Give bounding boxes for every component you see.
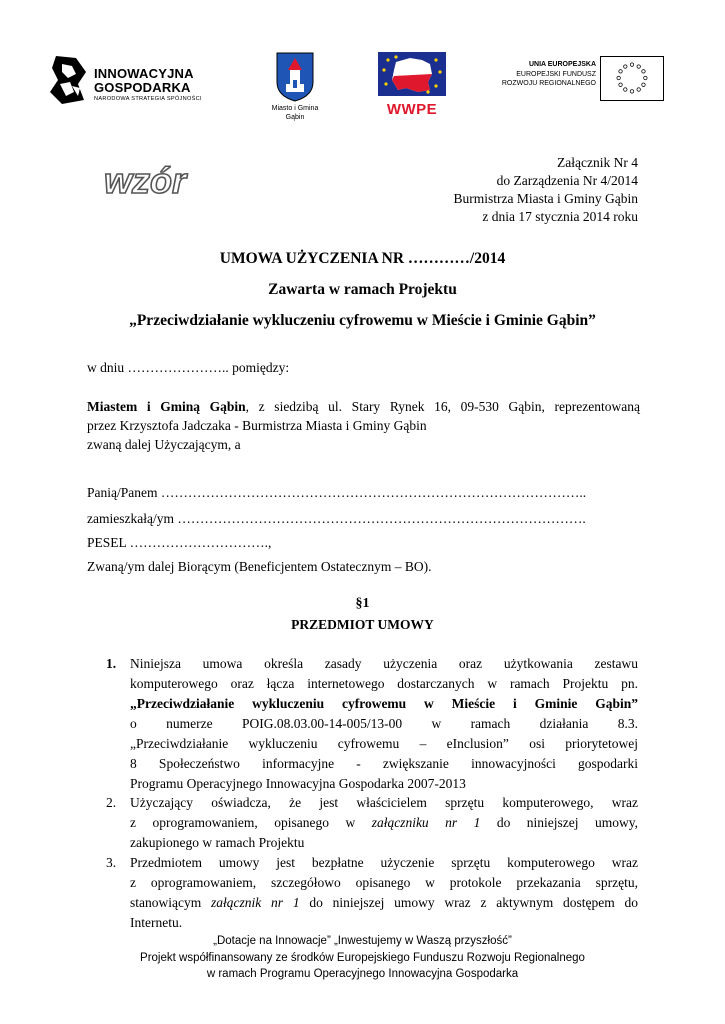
ue-line3: ROZWOJU REGIONALNEGO: [501, 80, 596, 87]
innowacyjna-tagline: NARODOWA STRATEGIA SPÓJNOŚCI: [94, 96, 202, 102]
item2-line3: zakupionego w ramach Projektu: [130, 835, 305, 850]
party-line3: zwaną dalej Użyczającym, a: [87, 437, 241, 452]
party-line2: przez Krzysztofa Jadczaka - Burmistrza Miasta i Gminy Gąbin: [87, 418, 427, 433]
wwpe-text: WWPE: [386, 101, 438, 118]
item3-line3-ref: załącznik nr 1: [211, 895, 300, 910]
item3-number: 3.: [106, 855, 117, 870]
wzor-stamp: [102, 160, 212, 200]
gabin-caption-line2: Gąbin: [285, 114, 305, 121]
item1-line6: 8 Społeczeństwo informacyjne - zwiększanie innowacyjności gospodarki: [130, 756, 638, 771]
attachment-line1: Załącznik Nr 4: [557, 155, 638, 170]
svg-text:wzór: wzór: [104, 160, 187, 200]
innowacyjna-line2: GOSPODARKA: [94, 80, 191, 95]
item1-number: 1.: [106, 656, 117, 671]
item1-line5: „Przeciwdziałanie wykluczeniu cyfrowemu – eInclusion” osi priorytetowej: [130, 736, 638, 751]
party-line1: [87, 397, 640, 416]
item3-line3: [130, 893, 638, 913]
agreement-title: UMOWA UŻYCZENIA NR …………/2014: [219, 250, 506, 267]
attachment-line3: Burmistrza Miasta i Gminy Gąbin: [453, 191, 638, 206]
innowacyjna-line1: INNOWACYJNA: [94, 66, 194, 81]
item1-line2: komputerowego oraz łącza internetowego dostarczanych w ramach Projektu pn.: [130, 676, 638, 691]
party-line1-text: [87, 397, 640, 416]
pesel-line: PESEL ………………………….,: [87, 535, 272, 550]
innowacyjna-gospodarka-mark-icon: [48, 54, 88, 106]
item3-line4: Internetu.: [130, 915, 183, 930]
section-heading: PRZEDMIOT UMOWY: [291, 617, 434, 632]
item2-number: 2.: [106, 795, 117, 810]
eu-flag-icon: [600, 56, 664, 101]
agreement-subtitle: Zawarta w ramach Projektu: [268, 281, 457, 298]
project-title: „Przeciwdziałanie wykluczeniu cyfrowemu w Mieście i Gminie Gąbin”: [129, 312, 596, 329]
item2-text: [130, 793, 638, 853]
eu-poland-map-icon: [378, 52, 446, 96]
section-number: §1: [355, 596, 370, 611]
zamieszkala-line: zamieszkałą/ym ……………………………………………………………………………….: [87, 511, 586, 526]
gabin-caption-line1: Miasto i Gmina: [271, 105, 319, 112]
item3-text: [130, 853, 638, 933]
party-name: Miastem i Gminą Gąbin: [87, 399, 246, 414]
eu-fund-logo: [498, 56, 664, 104]
pania-line: Panią/Panem …………………………………………………………………………………..: [87, 485, 587, 500]
item2-line2-a: z oprogramowaniem, opisanego w: [130, 815, 372, 830]
wwpe-logo: [374, 52, 450, 124]
ue-line2: EUROPEJSKI FUNDUSZ: [516, 71, 596, 78]
item1-line3: „Przeciwdziałanie wykluczeniu cyfrowemu w Mieście i Gminie Gąbin”: [130, 696, 638, 711]
item3-line1: Przedmiotem umowy jest bezpłatne użyczenie sprzętu komputerowego wraz: [130, 855, 638, 870]
innowacyjna-gospodarka-logo: [48, 52, 218, 108]
item2-line2-ref: załączniku nr 1: [371, 815, 481, 830]
item1-line7: Programu Operacyjnego Innowacyjna Gospodarka 2007-2013: [130, 776, 466, 791]
item2-line2-c: do niniejszej umowy,: [480, 815, 639, 830]
gabin-crest-icon: [276, 52, 314, 102]
item3-line3-a: stanowiącym: [130, 895, 212, 910]
item1-line4: o numerze POIG.08.03.00-14-005/13-00 w ramach działania 8.3.: [130, 716, 638, 731]
zwana-line: Zwaną/ym dalej Biorącym (Beneficjentem Ostatecznym – BO).: [87, 559, 432, 574]
footer-line3: w ramach Programu Operacyjnego Innowacyjna Gospodarka: [206, 968, 519, 980]
item3-line2: z oprogramowaniem, szczegółowo opisanego w protokole przekazania sprzętu,: [130, 875, 638, 890]
footer-line2: Projekt współfinansowany ze środków Europejskiego Funduszu Rozwoju Regionalnego: [140, 952, 585, 964]
party-address: , z siedzibą ul. Stary Rynek 16, 09-530 Gąbin, reprezentowaną: [245, 399, 640, 414]
date-line: w dniu ………………….. pomiędzy:: [87, 360, 290, 375]
attachment-line4: z dnia 17 stycznia 2014 roku: [482, 209, 638, 224]
item1-text: [130, 654, 638, 794]
item3-line3-c: do niniejszej umowy wraz z aktywnym dostępem do: [299, 895, 639, 910]
item1-line1: Niniejsza umowa określa zasady użyczenia oraz użytkowania zestawu: [130, 656, 638, 671]
item2-line1: Użyczający oświadcza, że jest właścicielem sprzętu komputerowego, wraz: [130, 795, 638, 810]
footer-line1: „Dotacje na Innowacje” „Inwestujemy w Waszą przyszłość”: [213, 935, 512, 947]
gabin-crest-logo: [268, 52, 322, 130]
attachment-line2: do Zarządzenia Nr 4/2014: [496, 173, 638, 188]
ue-line1: UNIA EUROPEJSKA: [528, 61, 596, 68]
item2-line2: [130, 813, 638, 833]
